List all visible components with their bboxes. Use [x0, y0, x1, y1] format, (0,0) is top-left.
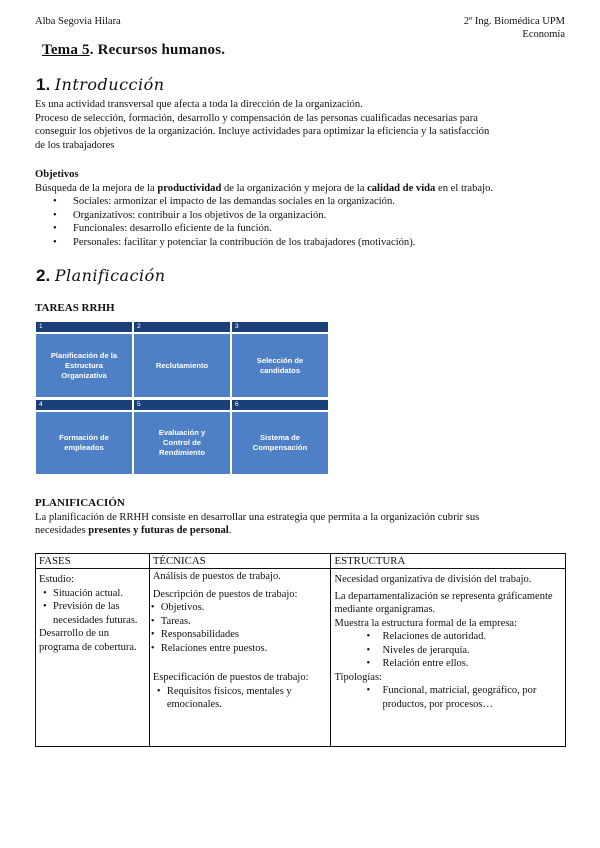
estructura-muestra: Muestra la estructura formal de la empresa:: [334, 617, 517, 629]
tecnicas-desc-item: • Objetivos.: [149, 601, 328, 615]
obj-intro-productividad: productividad: [157, 182, 222, 194]
planning-table: [35, 553, 566, 747]
header-tecnicas: TÉCNICAS: [149, 554, 331, 569]
tareas-label: TAREAS RRHH: [35, 302, 115, 314]
task-number: 2: [134, 322, 230, 332]
estructura-muestra-item: • Niveles de jerarquía.: [334, 644, 562, 658]
task-cell: [36, 412, 132, 474]
planificacion-block: [35, 497, 580, 538]
tecnicas-descripcion: Descripción de puestos de trabajo:: [152, 588, 298, 600]
objective-item: • Personales: facilitar y potenciar la contribución de los trabajadores (motivación).: [53, 236, 580, 250]
task-cell: [232, 334, 328, 397]
intro-paragraph: [35, 98, 575, 152]
estructura-cell: [331, 569, 566, 747]
estructura-tipologias: Tipologías:: [334, 671, 382, 683]
tecnicas-especificacion: Especificación de puestos de trabajo:: [152, 672, 309, 683]
objective-item: • Sociales: armonizar el impacto de las demandas sociales en la organización.: [53, 195, 580, 209]
header-fases: FASES: [36, 554, 150, 569]
plan-line2-bold: presentes y futuras de personal: [88, 525, 229, 537]
estructura-departamentalizacion: La departamentalización se representa gráficamente mediante organigramas.: [334, 590, 553, 615]
obj-intro-e: en el trabajo.: [435, 182, 494, 194]
intro-line-4: de los trabajadores: [35, 139, 115, 151]
task-number: 6: [232, 400, 328, 410]
task-number: 5: [134, 400, 230, 410]
fases-item: • Situación actual.: [41, 587, 146, 601]
fases-cell: [36, 569, 150, 747]
estructura-muestra-list: [334, 630, 562, 671]
tecnicas-analisis: Análisis de puestos de trabajo.: [152, 571, 281, 582]
tecnicas-desc-item: • Responsabilidades: [149, 628, 328, 642]
title-rest: . Recursos humanos.: [89, 42, 226, 58]
obj-intro-a: Búsqueda de la mejora de la: [35, 182, 158, 194]
task-cell: [134, 412, 230, 474]
objectives-label: Objetivos: [35, 169, 79, 180]
table-header-row: [36, 554, 566, 569]
objectives-block: [35, 168, 580, 250]
section-1-number: 1.: [36, 75, 51, 94]
task-number: 4: [36, 400, 132, 410]
intro-line-2: Proceso de selección, formación, desarrollo y compensación de las personas cualificadas necesarias para: [35, 112, 478, 124]
objective-item: • Organizativos: contribuir a los objetivos de la organización.: [53, 209, 580, 223]
fases-estudio: Estudio:: [39, 574, 75, 585]
task-cell: [36, 334, 132, 397]
subject-label: Economía: [522, 29, 565, 40]
estructura-muestra-item: • Relaciones de autoridad.: [334, 630, 562, 644]
obj-intro-c: de la organización y mejora de la: [221, 182, 368, 194]
estructura-necesidad: Necesidad organizativa de división del trabajo.: [334, 574, 532, 585]
objectives-intro: [35, 182, 580, 196]
header-estructura: ESTRUCTURA: [331, 554, 566, 569]
tecnicas-cell: [149, 569, 331, 747]
task-label: Selección de candidatos: [256, 355, 304, 375]
estructura-muestra-item: • Relación entre ellos.: [334, 657, 562, 671]
task-cell: [134, 334, 230, 397]
fases-item: • Previsión de las necesidades futuras.: [41, 600, 146, 627]
tecnicas-desc-item: • Relaciones entre puestos.: [149, 642, 328, 656]
tecnicas-esp-item: • Requisitos físicos, mentales y emocionales.: [155, 685, 328, 712]
tareas-diagram: [36, 322, 328, 474]
planificacion-label: PLANIFICACIÓN: [35, 497, 125, 509]
task-label: Sistema de Compensación: [252, 433, 308, 452]
author-name: Alba Segovia Hilara: [35, 16, 121, 27]
task-label: Reclutamiento: [155, 360, 209, 370]
fases-list: [41, 587, 146, 628]
document-title: [42, 42, 225, 59]
estructura-tipologias-item: • Funcional, matricial, geográfico, por productos, por procesos…: [334, 684, 562, 711]
task-label: Evaluación y Control de Rendimiento: [158, 428, 206, 457]
section-2-heading: [36, 265, 166, 286]
tecnicas-desc-list: [149, 601, 328, 655]
plan-line2-c: .: [228, 525, 232, 537]
tecnicas-esp-list: [155, 685, 328, 712]
intro-line-3: conseguir los objetivos de la organización. Incluye actividades para optimizar la eficiencia y la satisfacción: [35, 126, 490, 138]
tecnicas-desc-item: • Tareas.: [149, 615, 328, 629]
task-number: 1: [36, 322, 132, 332]
section-1-title: Introducción: [54, 75, 165, 94]
task-label: Formación de empleados: [59, 433, 109, 452]
objective-item: • Funcionales: desarrollo eficiente de la función.: [53, 222, 580, 236]
section-2-number: 2.: [36, 266, 51, 285]
planificacion-line-1: La planificación de RRHH consiste en desarrollar una estrategia que permita a la organización cubrir sus: [35, 511, 480, 523]
course-label: 2º Ing. Biomédica UPM: [463, 16, 565, 27]
intro-line-1: Es una actividad transversal que afecta a toda la dirección de la organización.: [35, 99, 363, 110]
estructura-tipologias-list: [334, 684, 562, 711]
obj-intro-calidad: calidad de vida: [367, 182, 436, 194]
section-2-title: Planificación: [54, 266, 166, 285]
objectives-list: [53, 195, 580, 249]
fases-desarrollo: Desarrollo de un programa de cobertura.: [39, 628, 137, 653]
task-cell: [232, 412, 328, 474]
section-1-heading: [36, 74, 165, 95]
task-number: 3: [232, 322, 328, 332]
title-prefix: Tema 5: [42, 42, 90, 58]
plan-line2-a: necesidades: [35, 525, 89, 537]
task-label: Planificación de la Estructura Organizativa: [50, 350, 118, 380]
planificacion-line-2: [35, 524, 580, 538]
table-row: [36, 569, 566, 747]
